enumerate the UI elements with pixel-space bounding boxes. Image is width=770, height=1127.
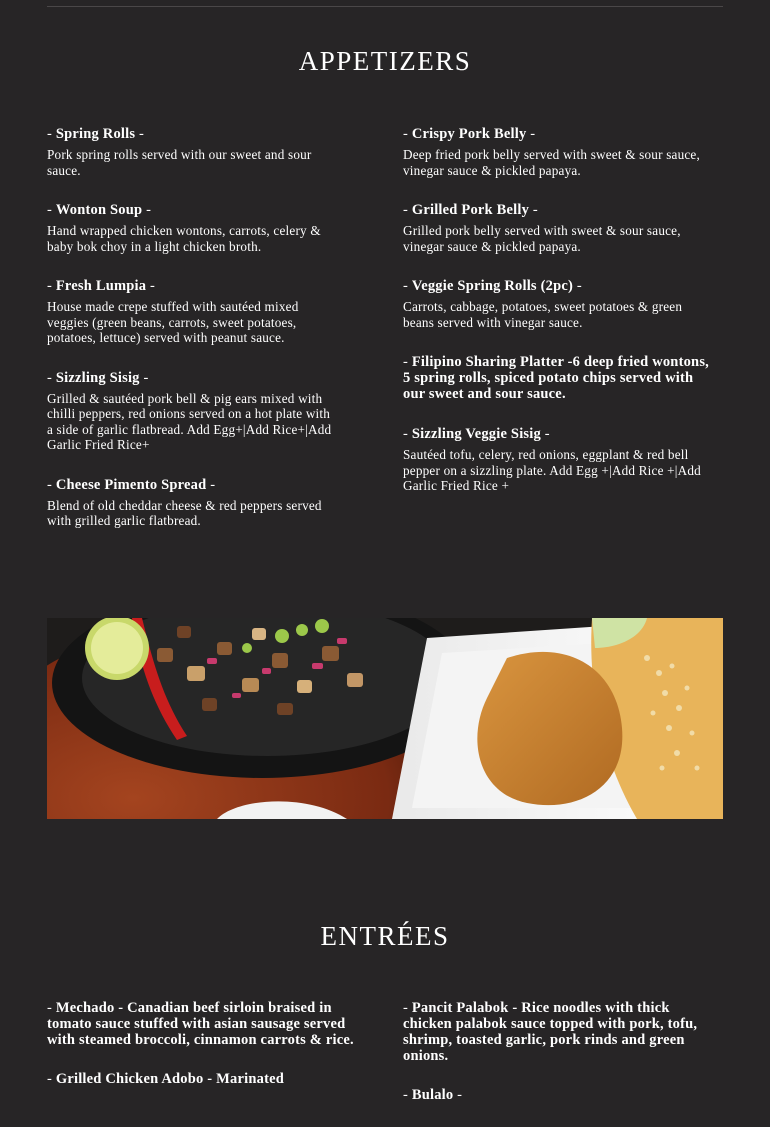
menu-item-title: - Mechado - Canadian beef sirloin braised in tomato sauce stuffed with asian sausage served with steamed broccoli, cinnamon carrots & rice. (47, 1000, 354, 1048)
menu-item (403, 1000, 713, 1064)
menu-item-title: - Cheese Pimento Spread - (47, 476, 216, 493)
menu-item (47, 1000, 372, 1048)
menu-item-title: - Sizzling Veggie Sisig - (403, 426, 550, 442)
menu-item-description: Deep fried pork belly served with sweet & sour sauce, vinegar sauce & pickled papaya. (403, 147, 700, 178)
menu-item-description: Sautéed tofu, celery, red onions, eggplant & red bell pepper on a sizzling plate. Add Egg +|Add Rice +|Add Garlic Fried Rice + (403, 447, 701, 493)
food-photo (47, 618, 723, 819)
menu-item-title: - Grilled Pork Belly - (403, 202, 538, 218)
menu-item-title: - Fresh Lumpia - (47, 278, 156, 294)
menu-item-title: - Grilled Chicken Adobo - Marinated (47, 1071, 284, 1087)
appetizers-left-column (47, 126, 337, 553)
menu-item-description: Carrots, cabbage, potatoes, sweet potatoes & green beans served with vinegar sauce. (403, 299, 683, 330)
menu-item (403, 202, 713, 254)
menu-item (47, 477, 337, 529)
entrees-right-column (403, 1000, 713, 1127)
menu-item-description: Blend of old cheddar cheese & red peppers served with grilled garlic flatbread. (47, 497, 322, 528)
menu-item (47, 202, 337, 254)
menu-item-description: Grilled & sautéed pork bell & pig ears mixed with chilli peppers, red onions served on a hot plate with a side of garlic flatbread. Add Egg+|Add Rice+|Add Garlic Fried Rice+ (47, 390, 332, 452)
menu-item-description: Pork spring rolls served with our sweet and sour sauce. (47, 147, 312, 178)
menu-item-description: Grilled pork belly served with sweet & sour sauce, vinegar sauce & pickled papaya. (403, 223, 681, 254)
menu-item (403, 354, 713, 402)
menu-item (47, 370, 337, 453)
menu-item (47, 126, 337, 178)
menu-item (403, 126, 713, 178)
menu-item-description: Hand wrapped chicken wontons, carrots, celery & baby bok choy in a light chicken broth. (47, 223, 321, 254)
menu-item-title: - Wonton Soup - (47, 202, 152, 218)
menu-item-title: - Pancit Palabok - Rice noodles with thick chicken palabok sauce topped with pork, tofu, shrimp, toasted garlic, pork rinds and green onions. (403, 1000, 698, 1064)
menu-item (403, 278, 713, 330)
food-photo-illustration (47, 618, 723, 819)
entrees-heading: ENTRÉES (320, 921, 450, 951)
menu-item (403, 426, 713, 494)
menu-item (47, 1071, 372, 1087)
top-divider (47, 6, 723, 7)
menu-item-title: - Bulalo - (403, 1087, 463, 1103)
appetizers-heading: APPETIZERS (298, 46, 472, 76)
menu-item (47, 278, 337, 346)
entrees-left-column (47, 1000, 372, 1111)
menu-item-title: - Sizzling Sisig - (47, 369, 149, 386)
appetizers-right-column (403, 126, 713, 518)
menu-item-title: - Crispy Pork Belly - (403, 126, 536, 142)
menu-item-description: House made crepe stuffed with sautéed mixed veggies (green beans, carrots, sweet potatoes, potatoes, lettuce) served with peanut sauce. (47, 299, 299, 345)
menu-item-title: - Spring Rolls - (47, 126, 145, 142)
menu-item-title: - Filipino Sharing Platter -6 deep fried wontons, 5 spring rolls, spiced potato chips served with our sweet and sour sauce. (403, 354, 709, 402)
menu-item-title: - Veggie Spring Rolls (2pc) - (403, 278, 582, 294)
